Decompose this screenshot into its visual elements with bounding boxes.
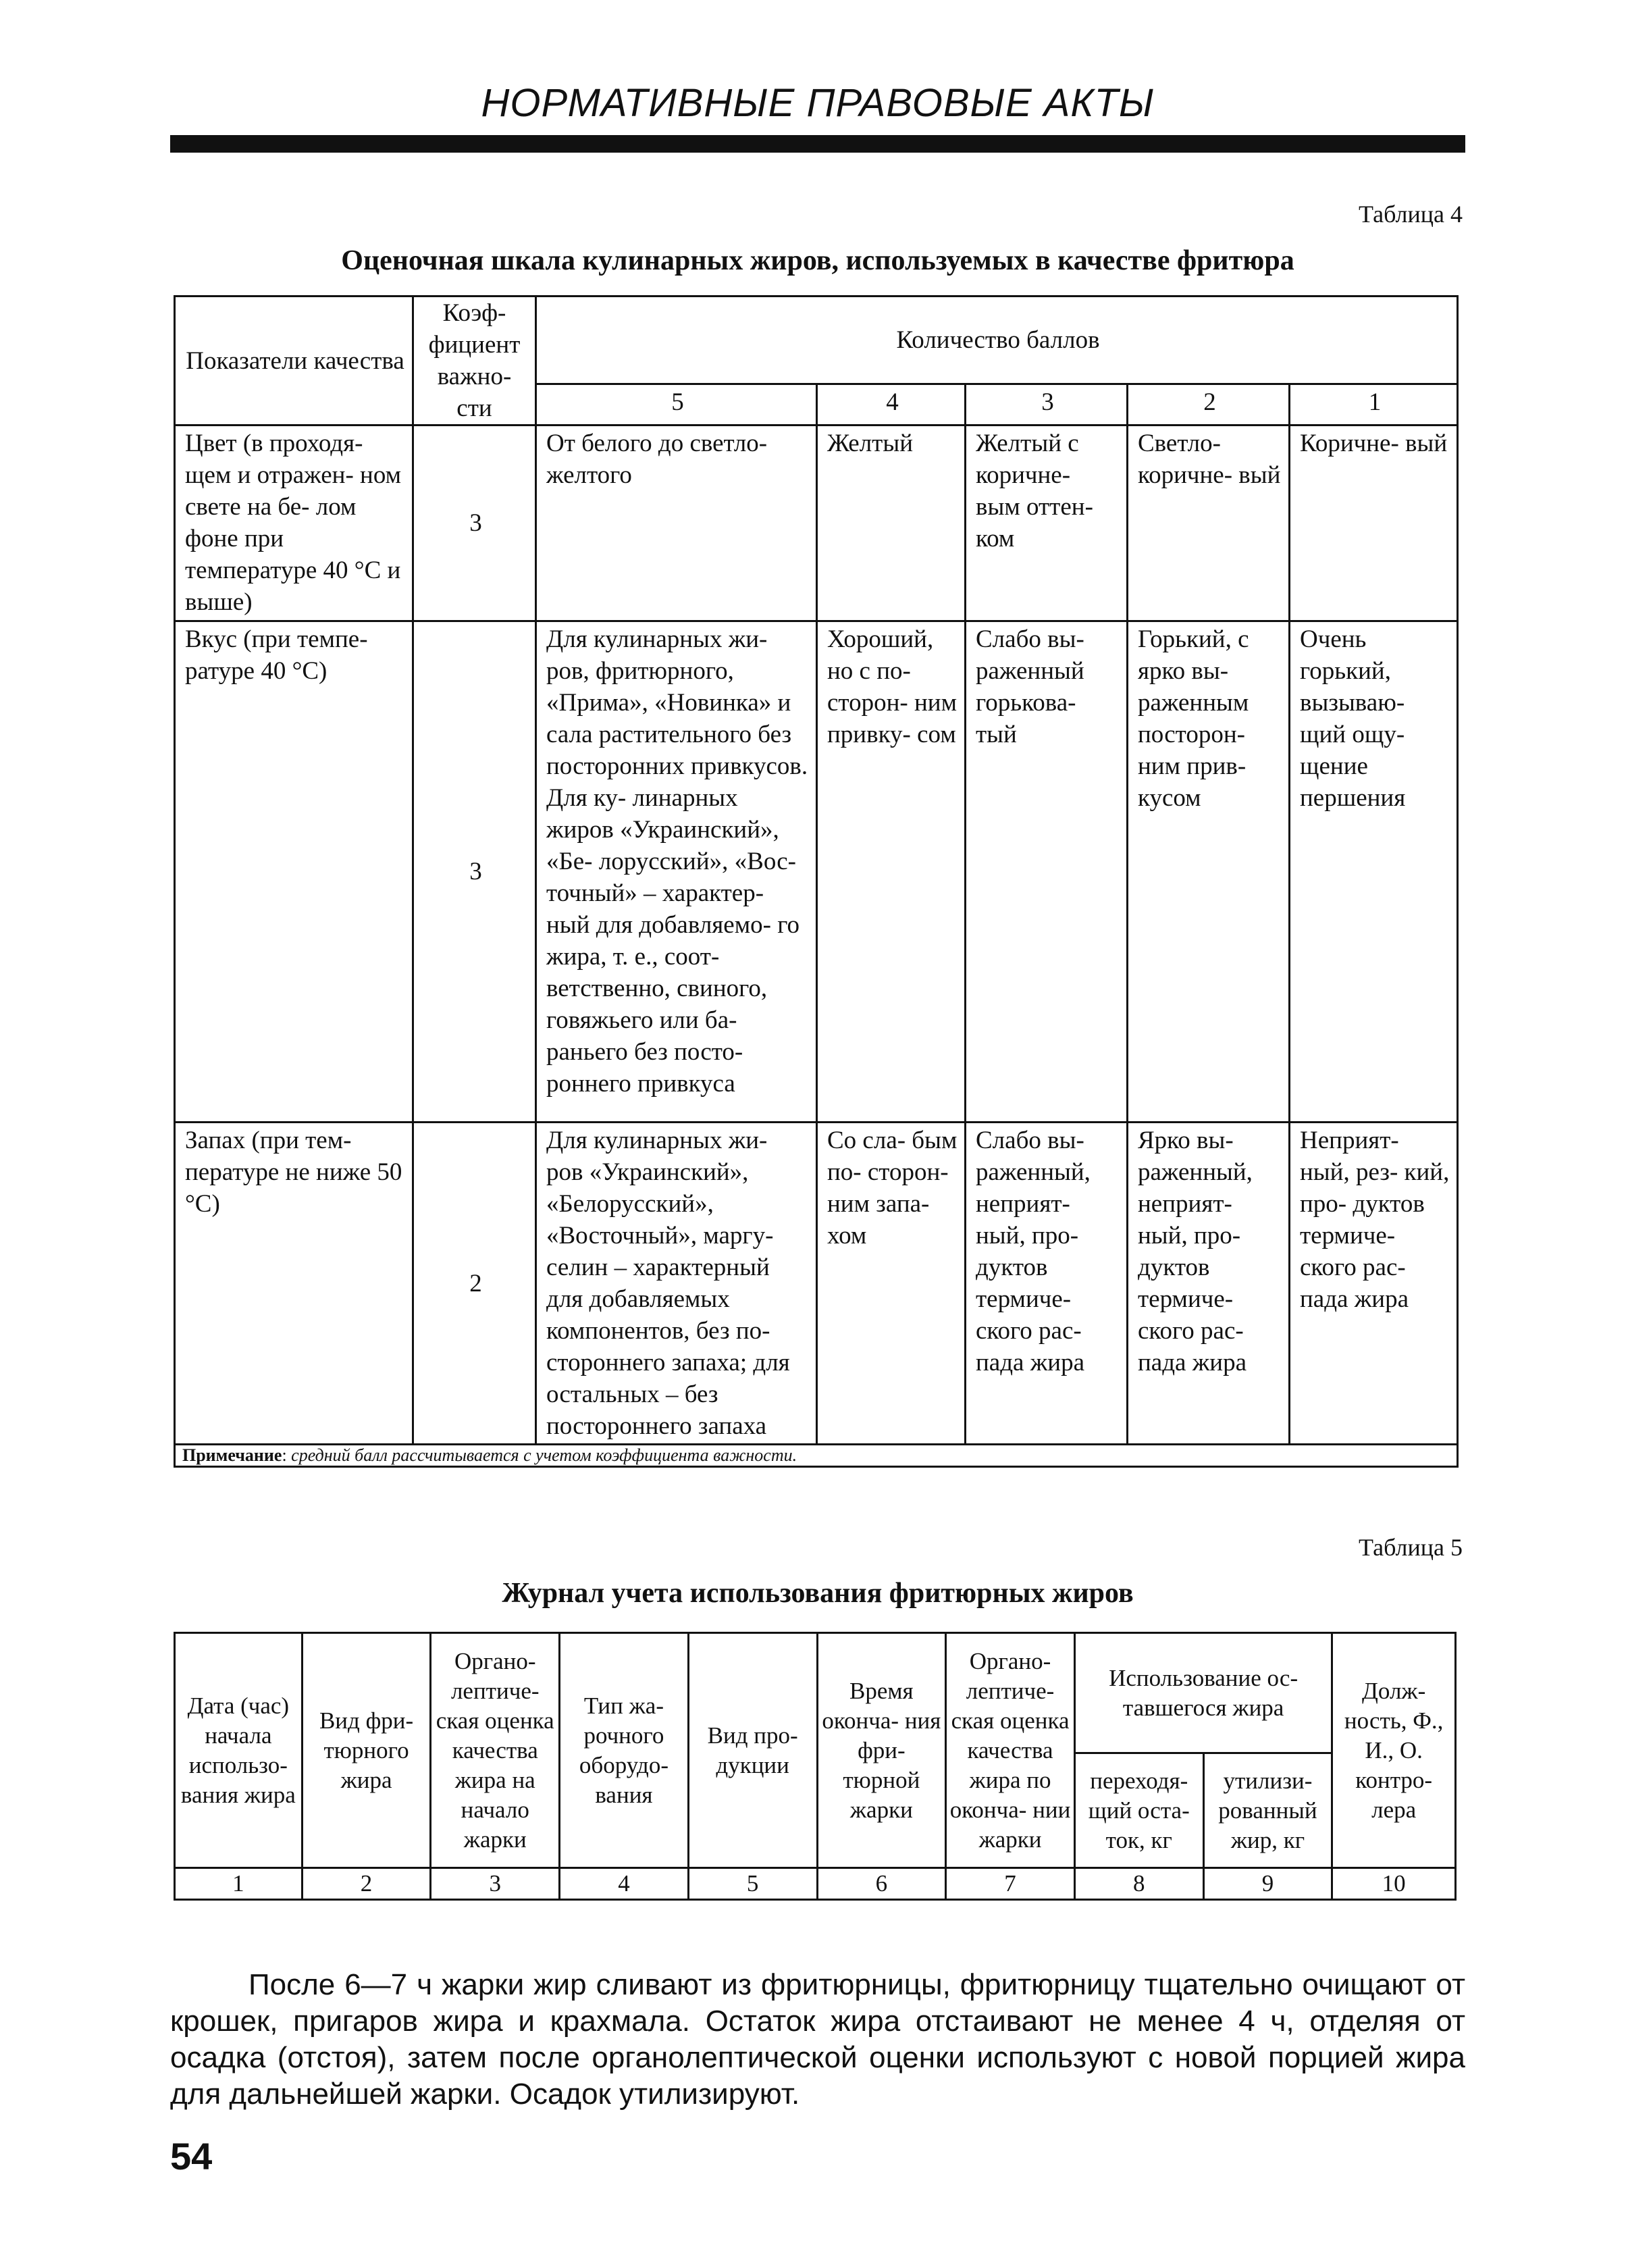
note-row xyxy=(175,1445,1458,1467)
score-cell: Хороший, но с по- сторон- ним привку- сом xyxy=(817,621,966,1123)
col-header-end-time: Время оконча- ния фри- тюрной жарки xyxy=(817,1633,946,1868)
col-header-remaining-use: Использование ос- тавшегося жира xyxy=(1074,1633,1332,1753)
frying-log-table xyxy=(174,1632,1457,1901)
col-header-final-eval: Органо- лептиче- ская оценка качества жира по оконча- нии жарки xyxy=(946,1633,1075,1868)
column-number: 6 xyxy=(817,1868,946,1900)
row-indicator: Цвет (в проходя- щем и отражен- ном свете на бе- лом фоне при температуре 40 °С и выше) xyxy=(175,426,413,621)
col-header-equipment: Тип жа- рочного оборудо- вания xyxy=(560,1633,689,1868)
score-header: 5 xyxy=(536,384,817,426)
column-number: 8 xyxy=(1074,1868,1203,1900)
row-coef: 3 xyxy=(413,426,536,621)
table-note: Примечание: средний балл рассчитывается с учетом коэффициента важности. xyxy=(175,1445,1458,1467)
column-number: 7 xyxy=(946,1868,1075,1900)
col-header-initial-eval: Органо- лептиче- ская оценка качества жира на начало жарки xyxy=(431,1633,560,1868)
column-number-row xyxy=(175,1868,1456,1900)
column-number: 3 xyxy=(431,1868,560,1900)
table-row xyxy=(175,621,1458,1123)
score-header: 3 xyxy=(966,384,1128,426)
header-rule xyxy=(170,135,1465,153)
score-cell: Коричне- вый xyxy=(1290,426,1458,621)
score-cell: Горький, с ярко вы- раженным посторон- ним прив- кусом xyxy=(1128,621,1290,1123)
note-text: средний балл рассчитывается с учетом коэффициента важности. xyxy=(291,1445,797,1465)
table-header-row xyxy=(175,297,1458,384)
score-cell: Слабо вы- раженный горькова- тый xyxy=(966,621,1128,1123)
score-header: 2 xyxy=(1128,384,1290,426)
row-coef: 2 xyxy=(413,1123,536,1445)
col-header-fat-type: Вид фри- тюрного жира xyxy=(302,1633,431,1868)
column-number: 1 xyxy=(175,1868,303,1900)
column-number: 5 xyxy=(688,1868,817,1900)
col-header-points: Количество баллов xyxy=(536,297,1458,384)
score-cell: Для кулинарных жи- ров, фритюрного, «Прима», «Новинка» и сала растительного без посторонних привкусов. Для ку- линарных жиров «Украинский», «Бе- лорусский», «Вос- точный» – характер- ный для добавляемо- го жира, т. е., соот- ветственно, свиного, говяжьего или ба- раньего без посто- роннего привкуса xyxy=(536,621,817,1123)
col-header-controller: Долж- ность, Ф., И., О. контро- лера xyxy=(1332,1633,1456,1868)
row-coef: 3 xyxy=(413,621,536,1123)
table-row xyxy=(175,426,1458,621)
score-header: 1 xyxy=(1290,384,1458,426)
col-header-date: Дата (час) начала использо- вания жира xyxy=(175,1633,303,1868)
column-number: 9 xyxy=(1203,1868,1332,1900)
row-indicator: Запах (при тем- пературе не ниже 50 °С) xyxy=(175,1123,413,1445)
score-cell: Неприят- ный, рез- кий, про- дуктов термиче- ского рас- пада жира xyxy=(1290,1123,1458,1445)
running-header: НОРМАТИВНЫЕ ПРАВОВЫЕ АКТЫ xyxy=(481,81,1155,125)
col-header-indicator: Показатели качества xyxy=(175,297,413,426)
score-cell: Со сла- бым по- сторон- ним запа- хом xyxy=(817,1123,966,1445)
table-row xyxy=(175,1123,1458,1445)
fat-rating-table xyxy=(174,295,1459,1468)
table4-title: Оценочная шкала кулинарных жиров, используемых в качестве фритюра xyxy=(341,245,1294,276)
table5-title: Журнал учета использования фритюрных жиров xyxy=(502,1578,1134,1609)
col-header-disposed: утилизи- рованный жир, кг xyxy=(1203,1753,1332,1868)
page-number: 54 xyxy=(170,2135,213,2177)
score-cell: Ярко вы- раженный, неприят- ный, про- дуктов термиче- ского рас- пада жира xyxy=(1128,1123,1290,1445)
score-cell: Светло- коричне- вый xyxy=(1128,426,1290,621)
body-paragraph: После 6—7 ч жарки жир сливают из фритюрницы, фритюрницу тщательно очищают от крошек, пригаров жира и крахмала. Остаток жира отстаивают не менее 4 ч, отделяя от осадка (отстоя), затем после органолептической оценки используют с новой порцией жира для дальнейшей жарки. Осадок утилизируют. xyxy=(170,1968,1465,2111)
table5-number: Таблица 5 xyxy=(1359,1534,1463,1561)
col-header-coef: Коэф- фициент важно- сти xyxy=(413,297,536,426)
column-number: 2 xyxy=(302,1868,431,1900)
table-header-row xyxy=(175,1633,1456,1753)
col-header-carryover: переходя- щий оста- ток, кг xyxy=(1074,1753,1203,1868)
score-cell: Желтый xyxy=(817,426,966,621)
column-number: 4 xyxy=(560,1868,689,1900)
row-indicator: Вкус (при темпе- ратуре 40 °С) xyxy=(175,621,413,1123)
column-number: 10 xyxy=(1332,1868,1456,1900)
score-cell: Очень горький, вызываю- щий ощу- щение першения xyxy=(1290,621,1458,1123)
score-cell: Для кулинарных жи- ров «Украинский», «Белорусский», «Восточный», маргу- селин – характерный для добавляемых компонентов, без по- стороннего запаха; для остальных – без постороннего запаха xyxy=(536,1123,817,1445)
score-cell: Слабо вы- раженный, неприят- ный, про- дуктов термиче- ского рас- пада жира xyxy=(966,1123,1128,1445)
col-header-product: Вид про- дукции xyxy=(688,1633,817,1868)
score-cell: От белого до светло- желтого xyxy=(536,426,817,621)
table4-number: Таблица 4 xyxy=(1359,201,1463,228)
score-header: 4 xyxy=(817,384,966,426)
note-label: Примечание xyxy=(182,1445,282,1465)
score-cell: Желтый с коричне- вым оттен- ком xyxy=(966,426,1128,621)
